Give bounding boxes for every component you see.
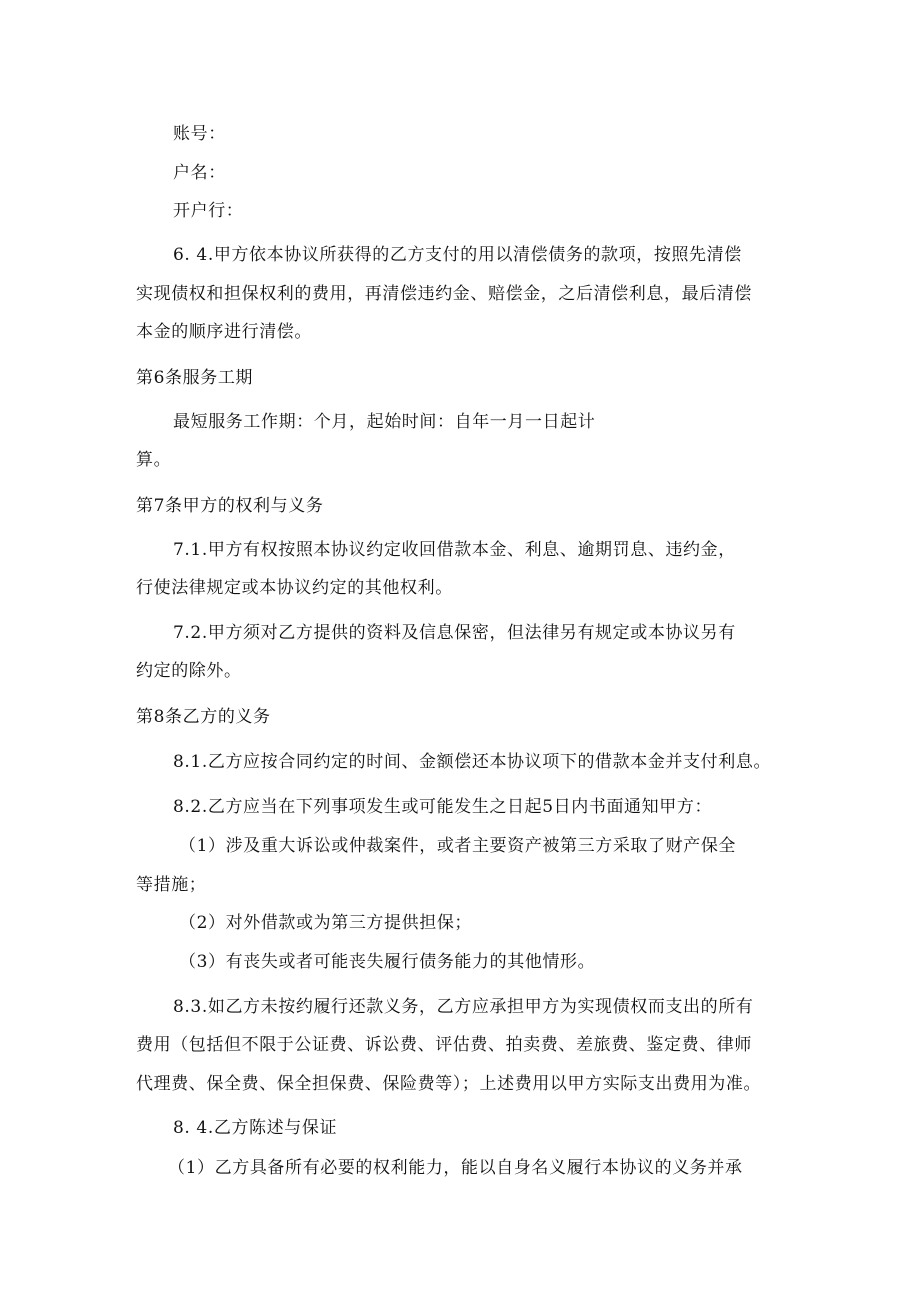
clause-7-1-line-2: 行使法律规定或本协议约定的其他权利。 — [136, 578, 453, 598]
clause-7-2-line-2: 约定的除外。 — [136, 661, 242, 681]
account-number-label: 账号： — [173, 124, 226, 144]
article-6-heading: 第6条服务工期 — [136, 368, 254, 388]
clause-8-2-item-2: （2）对外借款或为第三方提供担保； — [179, 913, 473, 933]
clause-8-3-line-1: 8.3.如乙方未按约履行还款义务，乙方应承担甲方为实现债权而支出的所有 — [173, 997, 754, 1017]
clause-8-4-heading: 8. 4.乙方陈述与保证 — [173, 1118, 338, 1138]
clause-8-3-line-2: 费用（包括但不限于公证费、诉讼费、评估费、拍卖费、差旅费、鉴定费、律师 — [136, 1035, 752, 1055]
clause-8-1: 8.1.乙方应按合同约定的时间、金额偿还本协议项下的借款本金并支付利息。 — [173, 752, 772, 772]
clause-8-2: 8.2.乙方应当在下列事项发生或可能发生之日起5日内书面通知甲方： — [173, 797, 713, 817]
bank-label: 开户行： — [173, 201, 244, 221]
clause-8-2-item-1-line-2: 等措施； — [136, 875, 207, 895]
clause-7-2-line-1: 7.2.甲方须对乙方提供的资料及信息保密，但法律另有规定或本协议另有 — [173, 623, 736, 643]
clause-8-4-item-1: （1）乙方具备所有必要的权利能力，能以自身名义履行本协议的义务并承 — [168, 1158, 743, 1178]
clause-8-2-item-1-line-1: （1）涉及重大诉讼或仲裁案件，或者主要资产被第三方采取了财产保全 — [179, 836, 737, 856]
clause-6-4-line-3: 本金的顺序进行清偿。 — [136, 322, 312, 342]
clause-6-4-line-1: 6. 4.甲方依本协议所获得的乙方支付的用以清偿债务的款项，按照先清偿 — [173, 245, 742, 265]
service-period-line-2: 算。 — [136, 450, 172, 470]
article-8-heading: 第8条乙方的义务 — [136, 707, 271, 727]
article-7-heading: 第7条甲方的权利与义务 — [136, 496, 324, 516]
clause-7-1-line-1: 7.1.甲方有权按照本协议约定收回借款本金、利息、逾期罚息、违约金， — [173, 540, 736, 560]
clause-6-4-line-2: 实现债权和担保权利的费用，再清偿违约金、赔偿金，之后清偿利息，最后清偿 — [136, 284, 752, 304]
clause-8-2-item-3: （3）有丧失或者可能丧失履行债务能力的其他情形。 — [179, 952, 596, 972]
service-period-line-1: 最短服务工作期：个月，起始时间：自年一月一日起计 — [173, 412, 596, 432]
clause-8-3-line-3: 代理费、保全费、保全担保费、保险费等）；上述费用以甲方实际支出费用为准。 — [136, 1074, 762, 1094]
account-name-label: 户名： — [173, 163, 226, 183]
